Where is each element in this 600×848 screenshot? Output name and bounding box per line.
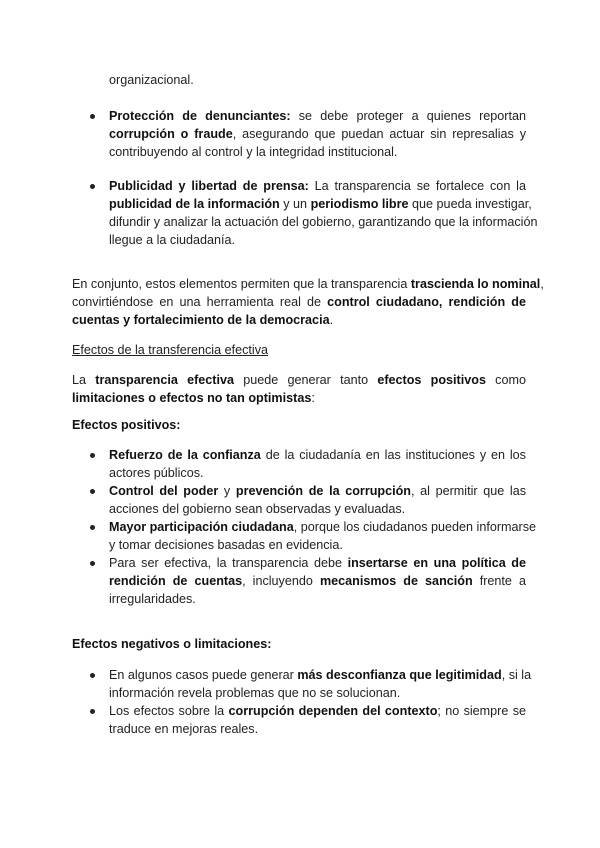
- list-item-line: [109, 107, 526, 125]
- paragraph-line: [72, 371, 526, 389]
- text-run: que pueda investigar,: [408, 197, 532, 211]
- bold-text: insertarse en una política de: [347, 556, 526, 570]
- bold-text: más desconfianza que legitimidad: [297, 668, 502, 682]
- text-run: Para ser efectiva, la transparencia debe: [109, 556, 348, 570]
- text-run: actores públicos.: [109, 466, 204, 480]
- text-run: La: [72, 373, 96, 387]
- text-run: En conjunto, estos elementos permiten que la transparencia: [72, 277, 411, 291]
- text-run: organizacional.: [109, 73, 194, 87]
- text-run: En algunos casos puede generar: [109, 668, 298, 682]
- list-item-line: [109, 446, 526, 464]
- bold-text: control ciudadano, rendición de: [327, 295, 526, 309]
- bullet-dot: [90, 561, 95, 566]
- bold-text: efectos positivos: [377, 373, 486, 387]
- text-run: , asegurando que puedan actuar sin represalias y: [232, 127, 527, 141]
- text-run: frente a: [472, 574, 526, 588]
- bold-text: transparencia efectiva: [95, 373, 234, 387]
- bold-text: Control del poder: [109, 484, 219, 498]
- list-item-line: [109, 518, 537, 536]
- text-run: puede generar tanto: [233, 373, 378, 387]
- text-run: difundir y analizar la actuación del gobierno, garantizando que la información: [109, 215, 538, 229]
- list-item-line: [109, 231, 235, 249]
- bullet-dot: [90, 489, 95, 494]
- text-run: ; no siempre se: [437, 704, 526, 718]
- bullet-dot: [90, 525, 95, 530]
- bold-text: corrupción dependen del contexto: [228, 704, 438, 718]
- list-item-line: [109, 666, 532, 684]
- bullet-dot: [90, 453, 95, 458]
- list-item-line: [109, 684, 400, 702]
- section-heading: Efectos de la transferencia efectiva: [72, 343, 269, 357]
- list-item-line: [109, 702, 526, 720]
- text-run: , porque los ciudadanos pueden informarse: [293, 520, 537, 534]
- text-run: de la ciudadanía en las instituciones y en los: [260, 448, 526, 462]
- positive-effects-heading: Efectos positivos:: [72, 418, 181, 432]
- list-item-line: [109, 554, 526, 572]
- bullet-dot: [90, 709, 95, 714]
- text-run: Los efectos sobre la: [109, 704, 229, 718]
- paragraph-line: [72, 389, 315, 407]
- text-run: .: [329, 313, 334, 327]
- text-run: , si la: [501, 668, 532, 682]
- list-item-continuation: [109, 71, 194, 89]
- text-run: , al permitir que las: [411, 484, 527, 498]
- negative-effects-heading: Efectos negativos o limitaciones:: [72, 637, 272, 651]
- list-item-line: [109, 590, 196, 608]
- text-run: se debe proteger a quienes reportan: [290, 109, 527, 123]
- text-run: La transparencia se fortalece con la: [308, 179, 526, 193]
- bold-text: Refuerzo de la confianza: [109, 448, 261, 462]
- list-item-line: [109, 464, 204, 482]
- text-run: y un: [279, 197, 311, 211]
- bold-text: Publicidad y libertad de prensa:: [109, 179, 309, 193]
- bold-text: periodismo libre: [310, 197, 409, 211]
- paragraph-line: [72, 293, 526, 311]
- list-item-line: [109, 720, 258, 738]
- bold-text: trascienda lo nominal: [410, 277, 541, 291]
- bold-text: mecanismos de sanción: [319, 574, 473, 588]
- text-run: como: [485, 373, 526, 387]
- paragraph-line: [72, 275, 544, 293]
- text-run: llegue a la ciudadanía.: [109, 233, 236, 247]
- text-run: y: [218, 484, 236, 498]
- list-item-line: [109, 572, 526, 590]
- list-item-line: [109, 195, 532, 213]
- bullet-dot: [90, 673, 95, 678]
- bullet-dot: [90, 114, 95, 119]
- list-item-line: [109, 536, 343, 554]
- paragraph-line: [72, 311, 333, 329]
- bullet-dot: [90, 184, 95, 189]
- bold-text: prevención de la corrupción: [235, 484, 411, 498]
- bold-text: Protección de denunciantes:: [109, 109, 291, 123]
- text-run: y tomar decisiones basadas en evidencia.: [109, 538, 343, 552]
- text-run: irregularidades.: [109, 592, 196, 606]
- list-item-line: [109, 482, 526, 500]
- text-run: convirtiéndose en una herramienta real de: [72, 295, 328, 309]
- text-run: , incluyendo: [242, 574, 320, 588]
- bold-text: cuentas y fortalecimiento de la democracia: [72, 313, 330, 327]
- list-item-line: [109, 213, 538, 231]
- text-run: contribuyendo al control y la integridad institucional.: [109, 145, 398, 159]
- bold-text: rendición de cuentas: [109, 574, 243, 588]
- bold-text: Mayor participación ciudadana: [109, 520, 294, 534]
- bold-text: limitaciones o efectos no tan optimistas: [72, 391, 312, 405]
- text-run: ,: [540, 277, 544, 291]
- list-item-line: [109, 177, 526, 195]
- text-run: traduce en mejoras reales.: [109, 722, 259, 736]
- text-run: :: [311, 391, 315, 405]
- bold-text: corrupción o fraude: [109, 127, 233, 141]
- list-item-line: [109, 125, 526, 143]
- text-run: acciones del gobierno sean observadas y evaluadas.: [109, 502, 406, 516]
- bold-text: publicidad de la información: [109, 197, 280, 211]
- list-item-line: [109, 143, 397, 161]
- list-item-line: [109, 500, 405, 518]
- text-run: información revela problemas que no se solucionan.: [109, 686, 401, 700]
